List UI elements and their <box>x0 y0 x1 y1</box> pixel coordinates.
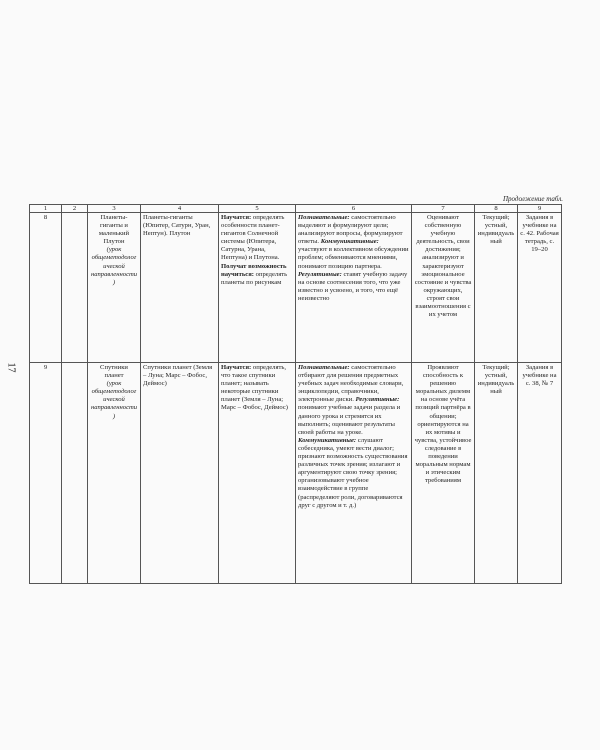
subject-results-cell <box>219 363 296 584</box>
learn-label: Научатся: <box>221 214 252 221</box>
uud-label: Регулятивные: <box>298 270 342 278</box>
column-number: 6 <box>296 205 412 213</box>
lesson-topic: Спутники планет <box>100 364 128 380</box>
chance-text: определять планеты по рисункам <box>221 270 288 286</box>
uud-label: Регулятивные: <box>355 396 400 404</box>
uud-text: ставят учебную задачу на основе соотнесения того, что уже известно и усвоено, и того, что ещё неизвестно <box>298 270 408 302</box>
lesson-plan-table <box>29 204 562 584</box>
lesson-topic-cell <box>88 363 141 584</box>
uud-text: самостоятельно отбирают для решения предметных учебных задач необходимые словари, энциклопедии, справочники, электронные диски. <box>298 364 404 404</box>
column-number-row <box>30 205 562 213</box>
learn-text: определять особенности планет-гигантов Солнечной системы (Юпитера, Сатурна, Урана, Нептуна) и Плутона. <box>221 214 285 262</box>
lesson-content: Спутники планет (Земля – Луна; Марс – Фобос, Деймос) <box>141 363 219 584</box>
control-type: Текущий; устный, индивидуальный <box>475 363 518 584</box>
lesson-type: (урок общеметодологической направленности) <box>90 246 138 286</box>
lesson-number: 8 <box>30 213 62 363</box>
column-number: 5 <box>219 205 296 213</box>
uud-text: слушают собеседника, умеют вести диалог; признают возможность существования различных точек зрения; излагают и аргументируют свою точку зрения; организовывают учебное взаимодействие в группе (распределяют роли, договариваются друг с другом и т. д.) <box>298 436 408 509</box>
uud-text: участвуют в коллективном обсуждении проблем; обмениваются мнениями, понимают позицию партнера. <box>298 246 409 270</box>
table-row <box>30 363 562 584</box>
learn-text: определять, что такое спутники планет; называть некоторые спутники планет (Земля – Луна; Марс – Фобос, Деймос) <box>221 364 288 412</box>
chance-label: Получат возможность научиться: <box>221 262 287 278</box>
lesson-content: Планеты-гиганты (Юпитер, Сатурн, Уран, Нептун). Плутон <box>141 213 219 363</box>
uud-cell <box>296 213 412 363</box>
control-type: Текущий; устный, индивидуальный <box>475 213 518 363</box>
homework: Задания в учебнике на с. 42. Рабочая тетрадь, с. 19–20 <box>518 213 562 363</box>
uud-label: Коммуникативные: <box>320 238 379 246</box>
personal-results: Проявляют способность к решению моральных дилемм на основе учёта позиций партнёра в общении; ориентируются на их мотивы и чувства, устойчивое следование в поведении моральным нормам и этическим требованиям <box>412 363 475 584</box>
lesson-topic-cell <box>88 213 141 363</box>
column-number: 7 <box>412 205 475 213</box>
lesson-date-cell <box>62 213 88 363</box>
lesson-type: (урок общеметодологической направленности) <box>90 380 138 420</box>
uud-cell <box>296 363 412 584</box>
lesson-number: 9 <box>30 363 62 584</box>
table-continuation-caption: Продолжение табл. <box>502 195 563 203</box>
uud-text: понимают учебные задачи раздела и данного урока и стремятся их выполнить; оценивают результаты своей работы на уроке. <box>298 404 401 436</box>
column-number: 1 <box>30 205 62 213</box>
column-number: 3 <box>88 205 141 213</box>
uud-label: Познавательные: <box>298 364 350 371</box>
subject-results-cell <box>219 213 296 363</box>
column-number: 9 <box>518 205 562 213</box>
homework: Задания в учебнике на с. 38, № 7 <box>518 363 562 584</box>
column-number: 2 <box>62 205 88 213</box>
personal-results: Оценивают собственную учебную деятельность, свои достижения; анализируют и характеризуют эмоциональное состояние и чувства окружающих, строят свои взаимоотношения с их учетом <box>412 213 475 363</box>
uud-text: самостоятельно выделяют и формулируют цели; анализируют вопросы, формулируют ответы. <box>298 214 403 246</box>
lesson-topic: Планеты-гиганты и маленький Плутон <box>98 214 130 246</box>
table-row <box>30 213 562 363</box>
page-number: 17 <box>5 362 17 373</box>
column-number: 8 <box>475 205 518 213</box>
uud-label: Коммуникативные: <box>298 436 357 444</box>
learn-label: Научатся: <box>221 364 252 371</box>
lesson-date-cell <box>62 363 88 584</box>
column-number: 4 <box>141 205 219 213</box>
uud-label: Познавательные: <box>298 214 350 221</box>
